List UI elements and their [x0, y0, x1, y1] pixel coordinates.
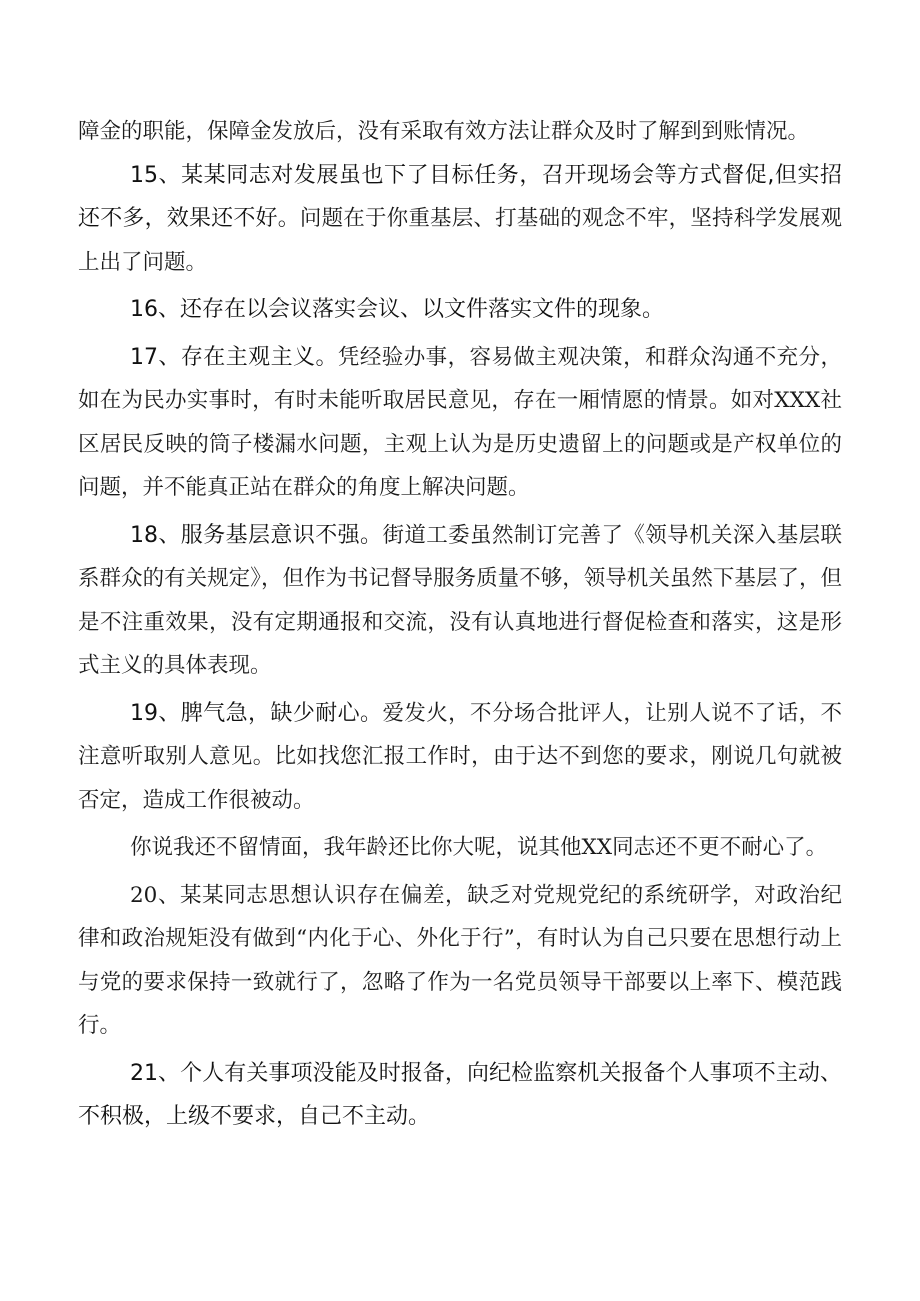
paragraph-19-comment	[78, 826, 842, 870]
paragraph-body: 障金的职能，保障金发放后，没有采取有效方法让群众及时了解到到账情况。	[78, 119, 810, 144]
paragraph-heading: 16、还存在以会议落实会议、以文件落实文件的现象。	[130, 297, 664, 322]
paragraph-21	[78, 1052, 842, 1139]
paragraph-body: 20、某某同志思想认识存在偏差，缺乏对党规党纪的系统研学，对政治纪律和政治规矩没有做到“内化于心、外化于行”，有时认为自己只要在思想行动上与党的要求保持一致就行了，忽略了作为一名党员领导干部要以上率下、模范践行。	[78, 882, 842, 1038]
paragraph-heading: 18、服务基层意识不强。	[130, 522, 383, 548]
paragraph-continuation	[78, 110, 842, 154]
paragraph-heading: 15、某某同志对发展虽也下了目标任务，召开现场会等方式督促,但实招还不多，效果还不好。	[78, 162, 842, 231]
paragraph-body: 问题在于你重基层、打基础的观念不牢，坚持科学发展观上出了问题。	[78, 206, 842, 275]
paragraph-16	[78, 288, 842, 332]
paragraph-body: 爱发火，不分场合批评人，让别人说不了话，不注意听取别人意见。比如找您汇报工作时，由于达不到您的要求，刚说几句就被否定，造成工作很被动。	[78, 700, 842, 813]
paragraph-body: 你说我还不留情面，我年龄还比你大呢，说其他XX同志还不更不耐心了。	[130, 835, 828, 860]
paragraph-17	[78, 336, 842, 510]
paragraph-18	[78, 514, 842, 688]
document-page	[78, 110, 842, 1139]
paragraph-19	[78, 692, 842, 823]
paragraph-15	[78, 154, 842, 285]
paragraph-heading: 19、脾气急，缺少耐心。	[130, 700, 383, 726]
paragraph-20	[78, 874, 842, 1048]
paragraph-body: 凭经验办事，容易做主观决策，和群众沟通不充分，如在为民办实事时，有时未能听取居民意见，存在一厢情愿的情景。如对XXX社区居民反映的筒子楼漏水问题，主观上认为是历史遗留上的问题或是产权单位的问题，并不能真正站在群众的角度上解决问题。	[78, 344, 842, 500]
paragraph-heading: 21、个人有关事项没能及时报备，向纪检监察机关报备个人事项不主动、不积极，上级不要求，自己不主动。	[78, 1060, 842, 1129]
paragraph-heading: 17、存在主观主义。	[130, 344, 338, 370]
paragraph-body: 街道工委虽然制订完善了《领导机关深入基层联系群众的有关规定》，但作为书记督导服务质量不够，领导机关虽然下基层了，但是不注重效果，没有定期通报和交流，没有认真地进行督促检查和落实，这是形式主义的具体表现。	[78, 522, 842, 678]
